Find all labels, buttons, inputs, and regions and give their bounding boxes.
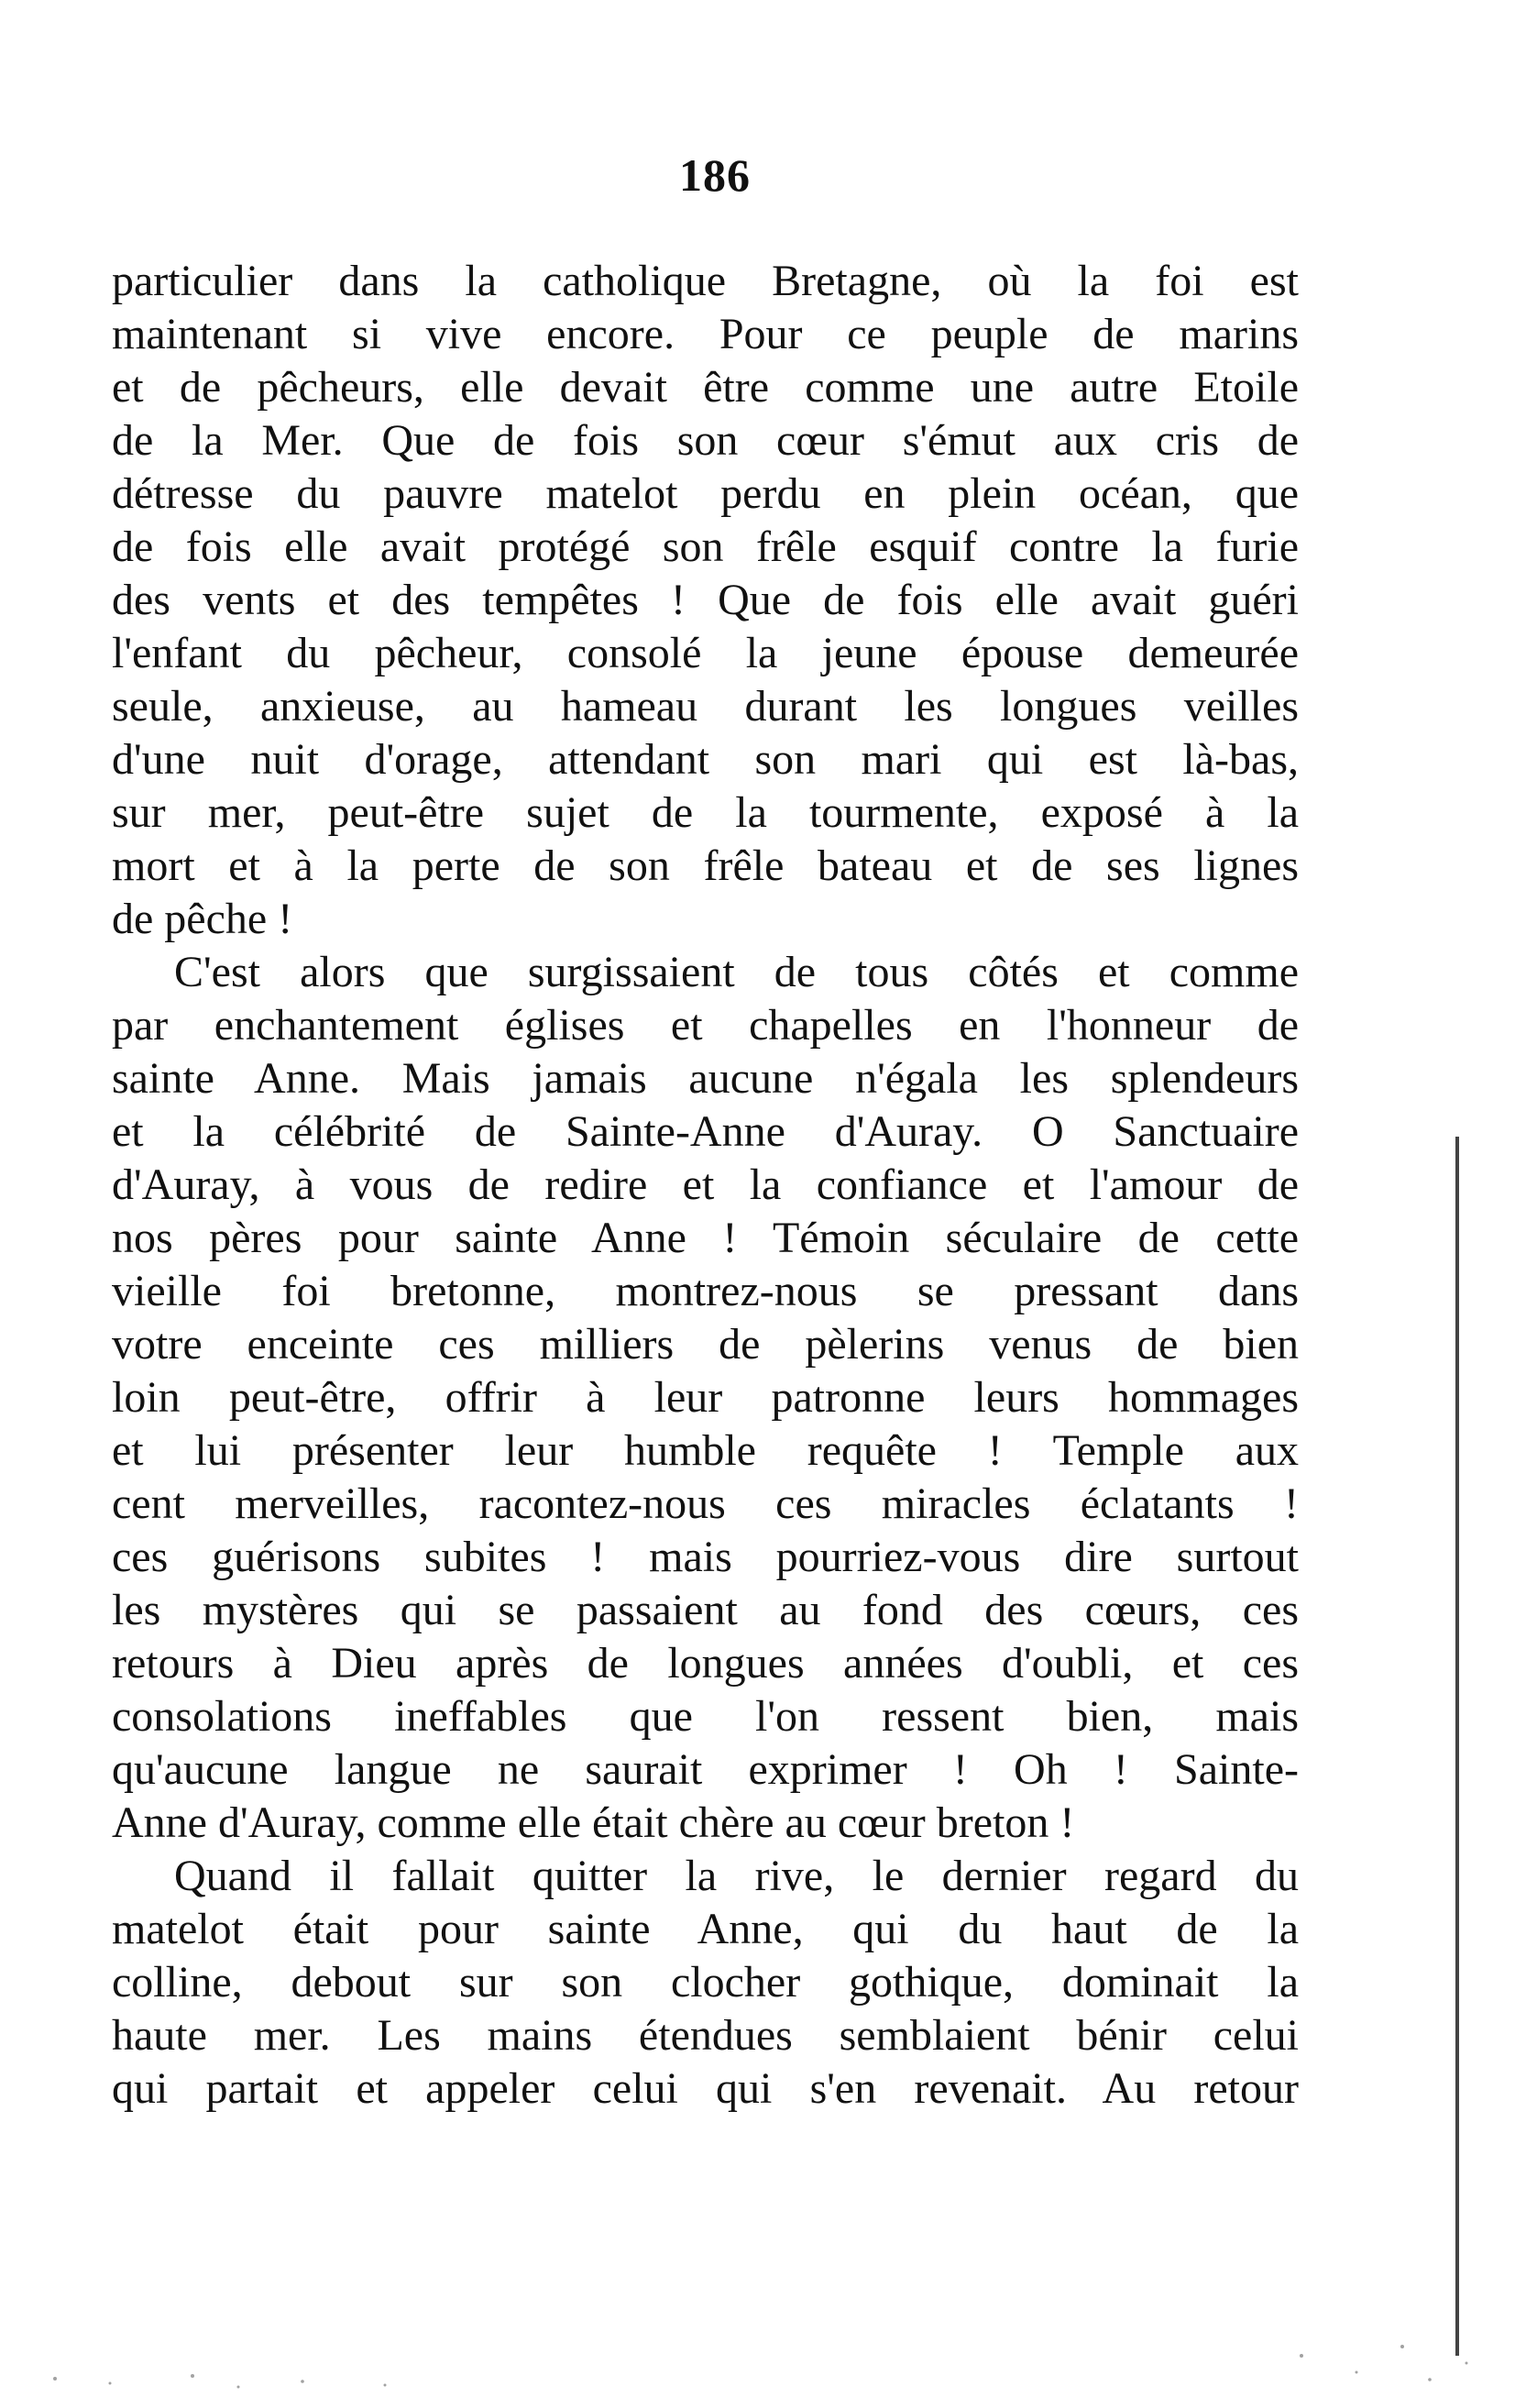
text-line: nos pères pour sainte Anne ! Témoin séculaire de cette <box>112 1214 1299 1262</box>
text-line: de pêche ! <box>112 895 293 943</box>
page-number: 186 <box>679 149 751 201</box>
text-line: et la célébrité de Sainte-Anne d'Auray. O Sanctuaire <box>112 1107 1299 1156</box>
text-line: sur mer, peut-être sujet de la tourmente, exposé à la <box>112 788 1299 837</box>
text-line: et lui présenter leur humble requête ! Temple aux <box>112 1426 1299 1475</box>
text-line: qui partait et appeler celui qui s'en revenait. Au retour <box>112 2064 1299 2113</box>
text-line: C'est alors que surgissaient de tous côtés et comme <box>174 948 1299 996</box>
text-line: haute mer. Les mains étendues semblaient bénir celui <box>112 2011 1299 2060</box>
page-edge-shadow <box>1455 1137 1459 2356</box>
text-line: des vents et des tempêtes ! Que de fois elle avait guéri <box>112 576 1299 624</box>
text-line: particulier dans la catholique Bretagne, où la foi est <box>112 257 1299 305</box>
text-line: vieille foi bretonne, montrez-nous se pressant dans <box>112 1267 1299 1315</box>
text-line: maintenant si vive encore. Pour ce peuple de marins <box>112 310 1299 358</box>
scan-noise <box>0 2292 1515 2408</box>
text-line: retours à Dieu après de longues années d'oubli, et ces <box>112 1639 1299 1688</box>
text-line: votre enceinte ces milliers de pèlerins venus de bien <box>112 1320 1299 1369</box>
text-line: seule, anxieuse, au hameau durant les longues veilles <box>112 682 1299 731</box>
text-line: sainte Anne. Mais jamais aucune n'égala les splendeurs <box>112 1054 1299 1103</box>
text-line: colline, debout sur son clocher gothique, dominait la <box>112 1958 1299 2007</box>
text-line: détresse du pauvre matelot perdu en plein océan, que <box>112 469 1299 518</box>
text-line: par enchantement églises et chapelles en l'honneur de <box>112 1001 1299 1050</box>
text-line: Anne d'Auray, comme elle était chère au cœur breton ! <box>112 1798 1075 1847</box>
text-line: consolations ineffables que l'on ressent bien, mais <box>112 1692 1299 1741</box>
text-line: Quand il fallait quitter la rive, le dernier regard du <box>174 1852 1299 1900</box>
text-line: de fois elle avait protégé son frêle esquif contre la furie <box>112 522 1299 571</box>
text-line: qu'aucune langue ne saurait exprimer ! Oh ! Sainte- <box>112 1745 1299 1794</box>
body-text <box>112 255 1299 2116</box>
text-line: et de pêcheurs, elle devait être comme une autre Etoile <box>112 363 1299 412</box>
text-line: de la Mer. Que de fois son cœur s'émut aux cris de <box>112 416 1299 465</box>
text-line: d'Auray, à vous de redire et la confiance et l'amour de <box>112 1160 1299 1209</box>
text-line: matelot était pour sainte Anne, qui du haut de la <box>112 1905 1299 1953</box>
text-line: d'une nuit d'orage, attendant son mari qui est là-bas, <box>112 735 1299 784</box>
text-line: mort et à la perte de son frêle bateau et de ses lignes <box>112 841 1299 890</box>
text-line: les mystères qui se passaient au fond des cœurs, ces <box>112 1586 1299 1634</box>
text-line: l'enfant du pêcheur, consolé la jeune épouse demeurée <box>112 629 1299 677</box>
text-line: cent merveilles, racontez-nous ces miracles éclatants ! <box>112 1479 1299 1528</box>
text-line: loin peut-être, offrir à leur patronne leurs hommages <box>112 1373 1299 1422</box>
text-line: ces guérisons subites ! mais pourriez-vous dire surtout <box>112 1533 1299 1581</box>
